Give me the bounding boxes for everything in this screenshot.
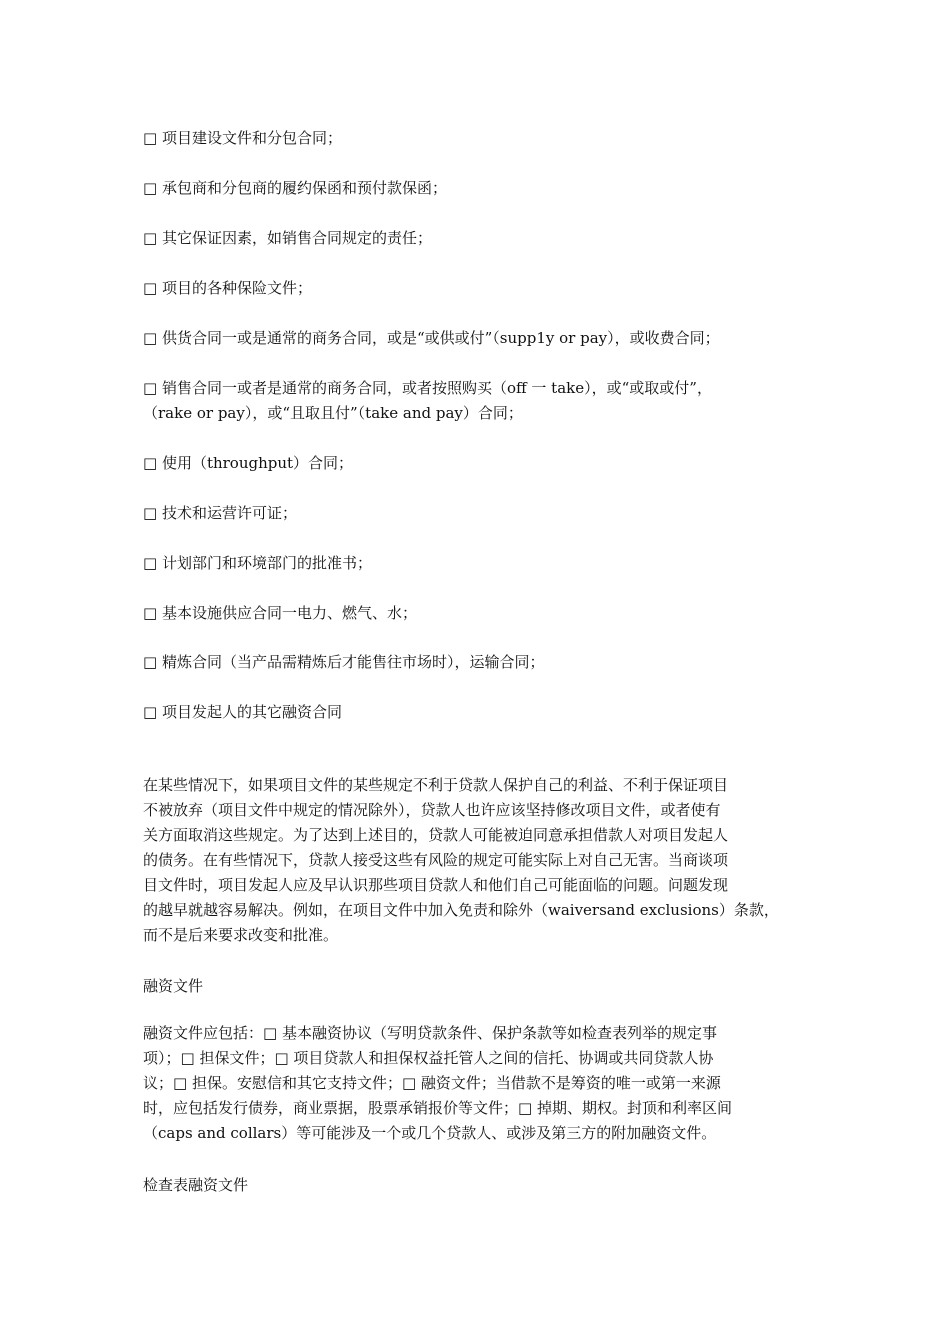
checklist-item: □ 精炼合同（当产品需精炼后才能售往市场时），运输合同； bbox=[143, 653, 545, 671]
paragraph-line: 的越早就越容易解决。例如，在项目文件中加入免责和除外（waiversand exclusions）条款， bbox=[143, 901, 779, 919]
paragraph-line: 关方面取消这些规定。为了达到上述目的，贷款人可能被迫同意承担借款人对项目发起人 bbox=[143, 826, 729, 844]
paragraph-line: 而不是后来要求改变和批准。 bbox=[143, 926, 339, 944]
paragraph-line: 融资文件应包括：□ 基本融资协议（写明贷款条件、保护条款等如检查表列举的规定事 bbox=[143, 1024, 717, 1042]
checklist-item-continuation: （rake or pay），或“且取且付”（take and pay）合同； bbox=[143, 404, 523, 422]
paragraph-line: 目文件时，项目发起人应及早认识那些项目贷款人和他们自己可能面临的问题。问题发现 bbox=[143, 876, 729, 894]
checklist-item: □ 项目建设文件和分包合同； bbox=[143, 129, 342, 147]
body-paragraph bbox=[143, 773, 815, 948]
checklist-item: □ 使用（throughput）合同； bbox=[143, 454, 354, 472]
paragraph-line: 不被放弃（项目文件中规定的情况除外），贷款人也许应该坚持修改项目文件，或者使有 bbox=[143, 801, 721, 819]
paragraph-line: 的债务。在有些情况下，贷款人接受这些有风险的规定可能实际上对自己无害。当商谈项 bbox=[143, 851, 729, 869]
checklist-item: □ 项目的各种保险文件； bbox=[143, 279, 312, 297]
checklist-item: □ 其它保证因素，如销售合同规定的责任； bbox=[143, 229, 432, 247]
checklist-item: □ 供货合同一或是通常的商务合同，或是“或供或付”（supp1y or pay），或收费合同； bbox=[143, 329, 720, 347]
checklist-item: □ 计划部门和环境部门的批准书； bbox=[143, 554, 372, 572]
section-heading: 融资文件 bbox=[143, 977, 204, 995]
checklist-item: □ 技术和运营许可证； bbox=[143, 504, 297, 522]
paragraph-line: 议；□ 担保。安慰信和其它支持文件；□ 融资文件；当借款不是筹资的唯一或第一来源 bbox=[143, 1074, 721, 1092]
paragraph-line: （caps and collars）等可能涉及一个或几个贷款人、或涉及第三方的附加融资文件。 bbox=[143, 1124, 717, 1142]
checklist-item: □ 基本设施供应合同一电力、燃气、水； bbox=[143, 604, 417, 622]
checklist-item: □ 承包商和分包商的履约保函和预付款保函； bbox=[143, 179, 447, 197]
body-paragraph bbox=[143, 1021, 815, 1146]
section-heading: 检查表融资文件 bbox=[143, 1176, 249, 1194]
checklist-item: □ 项目发起人的其它融资合同 bbox=[143, 703, 342, 721]
paragraph-line: 项）；□ 担保文件；□ 项目贷款人和担保权益托管人之间的信托、协调或共同贷款人协 bbox=[143, 1049, 714, 1067]
checklist-item: □ 销售合同一或者是通常的商务合同，或者按照购买（off 一 take），或“或取或付”， bbox=[143, 379, 712, 397]
paragraph-line: 在某些情况下，如果项目文件的某些规定不利于贷款人保护自己的利益、不利于保证项目 bbox=[143, 776, 729, 794]
paragraph-line: 时，应包括发行债券，商业票据，股票承销报价等文件；□ 掉期、期权。封顶和利率区间 bbox=[143, 1099, 732, 1117]
